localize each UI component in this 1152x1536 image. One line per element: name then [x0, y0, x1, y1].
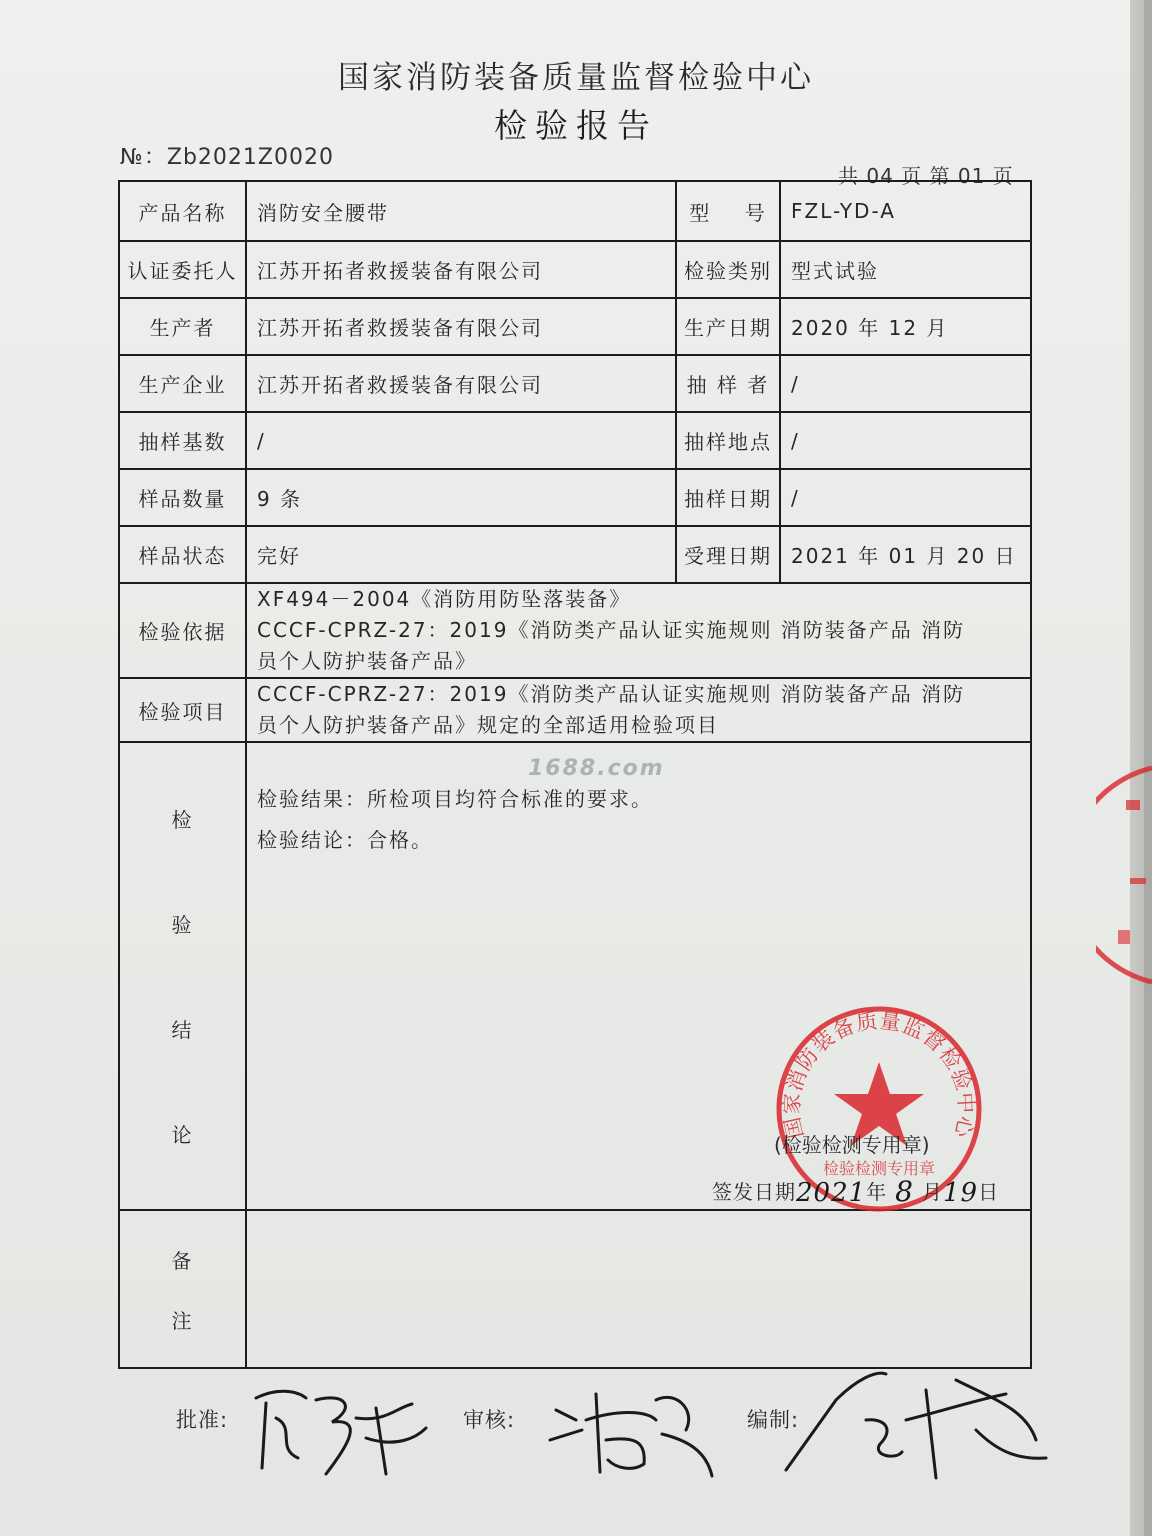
issue-day-unit: 日 — [978, 1180, 1000, 1204]
basis-line-2: CCCF-CPRZ-27：2019《消防类产品认证实施规则 消防装备产品 消防 — [257, 618, 966, 642]
sample-place-value: / — [780, 412, 1031, 469]
items-label: 检验项目 — [119, 678, 246, 742]
sample-qty-value: 9 条 — [246, 469, 676, 526]
row-sample-qty — [119, 469, 1031, 526]
items-value — [246, 678, 1031, 742]
accept-date-label: 受理日期 — [676, 526, 780, 583]
enterprise-label: 生产企业 — [119, 355, 246, 412]
watermark-text: 1688.com — [528, 756, 665, 781]
stamp-caption: (检验检测专用章) — [774, 1133, 930, 1157]
issue-month-handwritten: 8 — [895, 1175, 914, 1208]
compiler-signature — [776, 1360, 1056, 1490]
row-enterprise — [119, 355, 1031, 412]
review-label: 审核: — [463, 1408, 516, 1432]
organization-title: 国家消防装备质量监督检验中心 — [338, 60, 814, 96]
seal-subtext: 检验检测专用章 — [822, 1159, 936, 1178]
model-label: 型 号 — [676, 181, 780, 241]
row-producer — [119, 298, 1031, 355]
report-title: 检验报告 — [494, 106, 658, 145]
model-value: FZL-YD-A — [780, 181, 1031, 241]
product-name-value: 消防安全腰带 — [246, 181, 676, 241]
basis-line-1: XF494－2004《消防用防坠落装备》 — [257, 587, 632, 611]
sample-date-value: / — [780, 469, 1031, 526]
sample-base-value: / — [246, 412, 676, 469]
sample-state-label: 样品状态 — [119, 526, 246, 583]
client-value: 江苏开拓者救援装备有限公司 — [246, 241, 676, 298]
basis-line-3: 员个人防护装备产品》 — [257, 649, 477, 673]
producer-label: 生产者 — [119, 298, 246, 355]
basis-value — [246, 583, 1031, 678]
issue-day-handwritten: 19 — [943, 1178, 979, 1208]
approver-signature — [236, 1378, 436, 1484]
page-counter: 共 04 页 第 01 页 — [838, 164, 1014, 188]
row-client — [119, 241, 1031, 298]
issue-year-unit: 年 — [866, 1180, 888, 1204]
test-type-value: 型式试验 — [780, 241, 1031, 298]
partial-seal-right-edge — [1096, 760, 1152, 990]
remarks-char-1: 备 — [171, 1248, 194, 1273]
client-label: 认证委托人 — [119, 241, 246, 298]
sampler-value: / — [780, 355, 1031, 412]
sample-place-label: 抽样地点 — [676, 412, 780, 469]
basis-label: 检验依据 — [119, 583, 246, 678]
issue-date-label: 签发日期 — [712, 1180, 796, 1204]
test-type-label: 检验类别 — [676, 241, 780, 298]
issue-date — [712, 1173, 999, 1206]
conclusion-label — [119, 742, 246, 1210]
row-items — [119, 678, 1031, 742]
product-name-label: 产品名称 — [119, 181, 246, 241]
compile-label: 编制: — [747, 1408, 800, 1432]
row-sample-base — [119, 412, 1031, 469]
remarks-char-2: 注 — [171, 1308, 194, 1333]
row-basis — [119, 583, 1031, 678]
conclusion-char-1: 检 — [171, 808, 194, 832]
producer-value: 江苏开拓者救援装备有限公司 — [246, 298, 676, 355]
reviewer-signature — [536, 1380, 716, 1484]
sample-qty-label: 样品数量 — [119, 469, 246, 526]
approve-label: 批准: — [176, 1408, 229, 1432]
issue-month-unit: 月 — [922, 1180, 943, 1204]
inspection-verdict: 检验结论：合格。 — [257, 828, 433, 852]
conclusion-char-4: 论 — [171, 1123, 194, 1147]
enterprise-value: 江苏开拓者救援装备有限公司 — [246, 355, 676, 412]
seal-text: 国家消防装备质量监督检验中心 — [779, 1008, 979, 1141]
row-product — [119, 181, 1031, 241]
remarks-label — [119, 1210, 246, 1368]
production-date-label: 生产日期 — [676, 298, 780, 355]
sample-state-value: 完好 — [246, 526, 676, 583]
conclusion-char-2: 验 — [171, 913, 194, 937]
issue-year-handwritten: 2021 — [796, 1178, 867, 1208]
remarks-body — [246, 1210, 1031, 1368]
row-remarks — [119, 1210, 1031, 1368]
report-number: №：Zb2021Z0020 — [120, 145, 334, 170]
accept-date-value: 2021 年 01 月 20 日 — [780, 526, 1031, 583]
conclusion-char-3: 结 — [171, 1018, 194, 1042]
items-line-1: CCCF-CPRZ-27：2019《消防类产品认证实施规则 消防装备产品 消防 — [257, 682, 966, 706]
sample-base-label: 抽样基数 — [119, 412, 246, 469]
items-line-2: 员个人防护装备产品》规定的全部适用检验项目 — [257, 713, 719, 737]
inspection-result: 检验结果：所检项目均符合标准的要求。 — [257, 787, 653, 811]
sample-date-label: 抽样日期 — [676, 469, 780, 526]
sampler-label: 抽 样 者 — [676, 355, 780, 412]
production-date-value: 2020 年 12 月 — [780, 298, 1031, 355]
row-sample-state — [119, 526, 1031, 583]
